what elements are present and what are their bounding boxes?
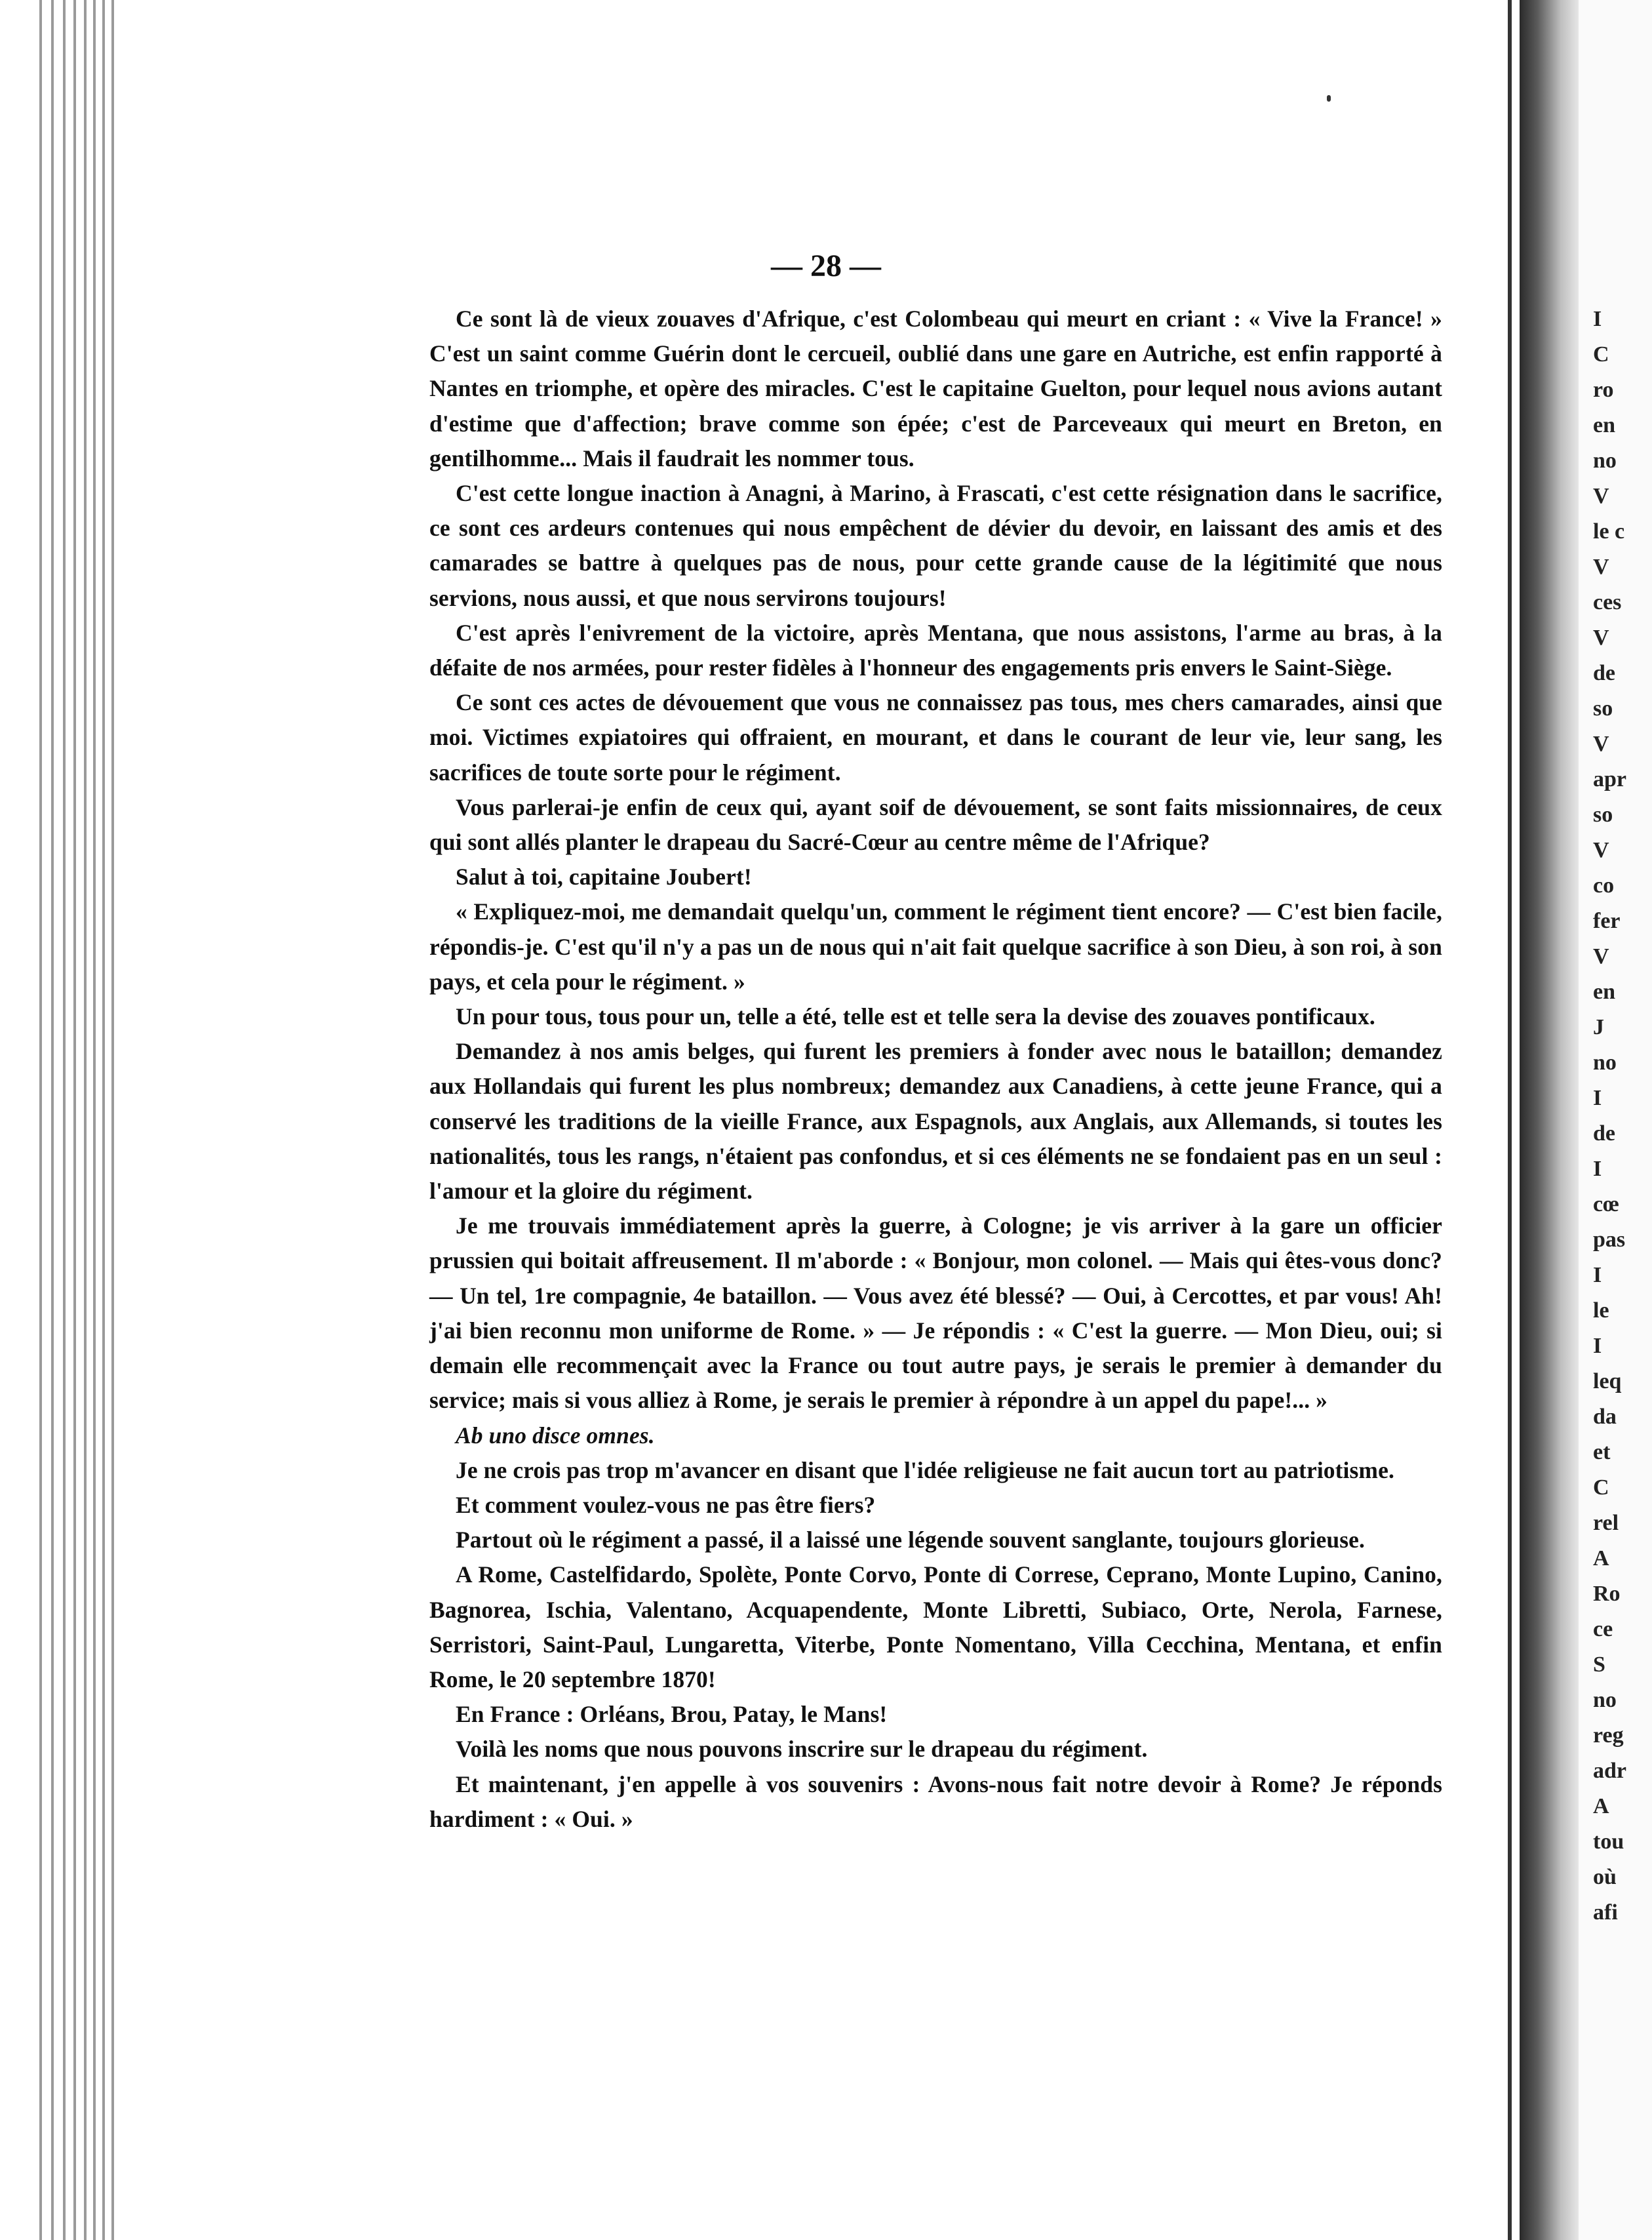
next-page-text-fragment: S — [1593, 1652, 1605, 1677]
next-page-text-fragment: V — [1593, 484, 1609, 508]
paragraph: Je ne crois pas trop m'avancer en disant que l'idée religieuse ne fait aucun tort au patriotisme. — [456, 1456, 1394, 1483]
next-page-text-fragment: co — [1593, 873, 1615, 898]
next-page-text-fragment: V — [1593, 555, 1609, 579]
next-page-text-fragment: I — [1593, 1157, 1602, 1181]
next-page-text-fragment: V — [1593, 838, 1609, 862]
next-page-text-fragment: ces — [1593, 590, 1622, 614]
paragraph: Je me trouvais immédiatement après la guerre, à Cologne; je vis arriver à la gare un officier prussien qui boitait affreusement. Il m'aborde : « Bonjour, mon colonel. — Mais qui êtes-vous donc? — Un tel, 1re compagnie, 4e bataillon. — Vous avez été blessé? — Oui, à Cercottes, et par vous! Ah! j'ai bien reconnu mon uniforme de Rome. » — Je répondis : « C'est la guerre. — Mon Dieu, oui; si demain elle recommençait avec la France ou tout autre pays, je serais le premier à demander du service; mais si vous alliez à Rome, je serais le premier à répondre à un appel du pape!... » — [429, 1212, 1442, 1414]
next-page-text-fragment: cœ — [1593, 1192, 1619, 1216]
next-page-text-fragment: I — [1593, 1334, 1602, 1358]
paragraph: Partout où le régiment a passé, il a laissé une légende souvent sanglante, toujours glorieuse. — [456, 1527, 1365, 1553]
next-page-text-fragment: en — [1593, 413, 1615, 437]
next-page-text-fragment: tou — [1593, 1830, 1624, 1854]
paragraph: « Expliquez-moi, me demandait quelqu'un, comment le régiment tient encore? — C'est bien facile, répondis-je. C'est qu'il n'y a pas un de nous qui n'ait fait quelque sacrifice à son Dieu, à son roi, à son pays, et cela pour le régiment. » — [429, 898, 1442, 995]
paragraph: Et comment voulez-vous ne pas être fiers? — [456, 1491, 876, 1518]
next-page-text-fragment: da — [1593, 1405, 1617, 1429]
gutter-line — [1508, 0, 1512, 2240]
next-page-text-fragment: de — [1593, 661, 1615, 685]
paragraph: Un pour tous, tous pour un, telle a été, telle est et telle sera la devise des zouaves pontificaux. — [456, 1003, 1375, 1030]
next-page-text-fragment: no — [1593, 449, 1617, 473]
next-page-text-fragment: I — [1593, 1086, 1602, 1110]
next-page-text-fragment: pas — [1593, 1228, 1626, 1252]
next-page-text-fragment: apr — [1593, 767, 1626, 791]
page-number: — 28 — — [771, 249, 881, 283]
next-page-text-fragment: no — [1593, 1050, 1617, 1075]
next-page-text-fragment: no — [1593, 1688, 1617, 1712]
body-text — [429, 302, 1442, 1837]
paragraph: Vous parlerai-je enfin de ceux qui, ayant soif de dévouement, se sont faits missionnaires, de ceux qui sont allés planter le drapeau du Sacré-Cœur au centre même de l'Afrique? — [429, 793, 1442, 856]
stacked-page-edges — [0, 0, 118, 2240]
paragraph: Ce sont ces actes de dévouement que vous ne connaissez pas tous, mes chers camarades, ainsi que moi. Victimes expiatoires qui offraient, en mourant, et dans le courant de leur vie, leur sang, les sacrifices de toute sorte pour le régiment. — [429, 689, 1442, 786]
paragraph: Salut à toi, capitaine Joubert! — [456, 864, 752, 890]
next-page-fragment — [1579, 0, 1652, 2240]
next-page-text-fragment: adr — [1593, 1759, 1626, 1783]
next-page-text-fragment: où — [1593, 1865, 1617, 1889]
paragraph: Ab uno disce omnes. — [456, 1422, 655, 1449]
next-page-text-fragment: et — [1593, 1440, 1611, 1464]
paragraph: En France : Orléans, Brou, Patay, le Mans! — [456, 1701, 888, 1728]
paragraph: Ce sont là de vieux zouaves d'Afrique, c'est Colombeau qui meurt en criant : « Vive la France! » C'est un saint comme Guérin dont le cercueil, oublié dans une gare en Autriche, est enfin rapporté à Nantes en triomphe, et opère des miracles. C'est le capitaine Guelton, pour lequel nous avions autant d'estime que d'affection; brave comme son épée; c'est de Parceveaux qui meurt en Breton, en gentilhomme... Mais il faudrait les nommer tous. — [429, 306, 1442, 471]
next-page-text-fragment: le — [1593, 1298, 1609, 1323]
next-page-text-fragment: ro — [1593, 378, 1614, 402]
next-page-text-fragment: A — [1593, 1546, 1609, 1570]
next-page-text-fragment: I — [1593, 307, 1602, 331]
paragraph: C'est cette longue inaction à Anagni, à Marino, à Frascati, c'est cette résignation dans le sacrifice, ce sont ces ardeurs contenues qui nous empêchent de dévier du devoir, en laissant des amis et des camarades se battre à quelques pas de nous, pour cette grande cause de la légitimité que nous servions, nous aussi, et que nous servirons toujours! — [429, 480, 1442, 611]
next-page-text-fragment: fer — [1593, 909, 1621, 933]
next-page-text-fragment: leq — [1593, 1369, 1622, 1393]
next-page-text-fragment: ce — [1593, 1617, 1613, 1641]
next-page-text-fragment: V — [1593, 626, 1609, 650]
next-page-text-fragment: afi — [1593, 1900, 1618, 1925]
paragraph: Voilà les noms que nous pouvons inscrire sur le drapeau du régiment. — [456, 1736, 1148, 1763]
paragraph: C'est après l'enivrement de la victoire, après Mentana, que nous assistons, l'arme au bras, à la défaite de nos armées, pour rester fidèles à l'honneur des engagements pris envers le Saint-Siège. — [429, 619, 1442, 681]
next-page-text-fragment: rel — [1593, 1511, 1619, 1535]
next-page-text-fragment: so — [1593, 696, 1613, 721]
next-page-text-fragment: V — [1593, 732, 1609, 756]
book-gutter — [1520, 0, 1579, 2240]
next-page-text-fragment: A — [1593, 1794, 1609, 1818]
paragraph: A Rome, Castelfidardo, Spolète, Ponte Corvo, Ponte di Correse, Ceprano, Monte Lupino, Canino, Bagnorea, Ischia, Valentano, Acquapendente, Monte Libretti, Subiaco, Orte, Nerola, Farnese, Serristori, Saint-Paul, Lungaretta, Viterbe, Ponte Nomentano, Villa Cecchina, Mentana, et enfin Rome, le 20 septembre 1870! — [429, 1561, 1442, 1692]
paragraph: Demandez à nos amis belges, qui furent les premiers à fonder avec nous le bataillon; demandez aux Hollandais qui furent les plus nombreux; demandez aux Canadiens, à cette jeune France, qui a conservé les traditions de la vieille France, aux Espagnols, aux Anglais, aux Allemands, si toutes les nationalités, tous les rangs, n'étaient pas confondus, et si ces éléments ne se fondaient pas en un seul : l'amour et la gloire du régiment. — [429, 1038, 1442, 1205]
next-page-text-fragment: C — [1593, 342, 1609, 367]
next-page-text-fragment: reg — [1593, 1723, 1624, 1748]
next-page-text-fragment: V — [1593, 944, 1609, 969]
next-page-text-fragment: C — [1593, 1475, 1609, 1500]
paragraph: Et maintenant, j'en appelle à vos souvenirs : Avons-nous fait notre devoir à Rome? Je réponds hardiment : « Oui. » — [429, 1770, 1442, 1832]
next-page-text-fragment: J — [1593, 1015, 1604, 1039]
next-page-text-fragment: de — [1593, 1121, 1615, 1146]
next-page-text-fragment: so — [1593, 803, 1613, 827]
ink-speck — [1327, 95, 1331, 102]
next-page-text-fragment: Ro — [1593, 1582, 1621, 1606]
next-page-text-fragment: en — [1593, 980, 1615, 1004]
next-page-text-fragment: I — [1593, 1263, 1602, 1287]
next-page-text-fragment: le c — [1593, 519, 1625, 544]
